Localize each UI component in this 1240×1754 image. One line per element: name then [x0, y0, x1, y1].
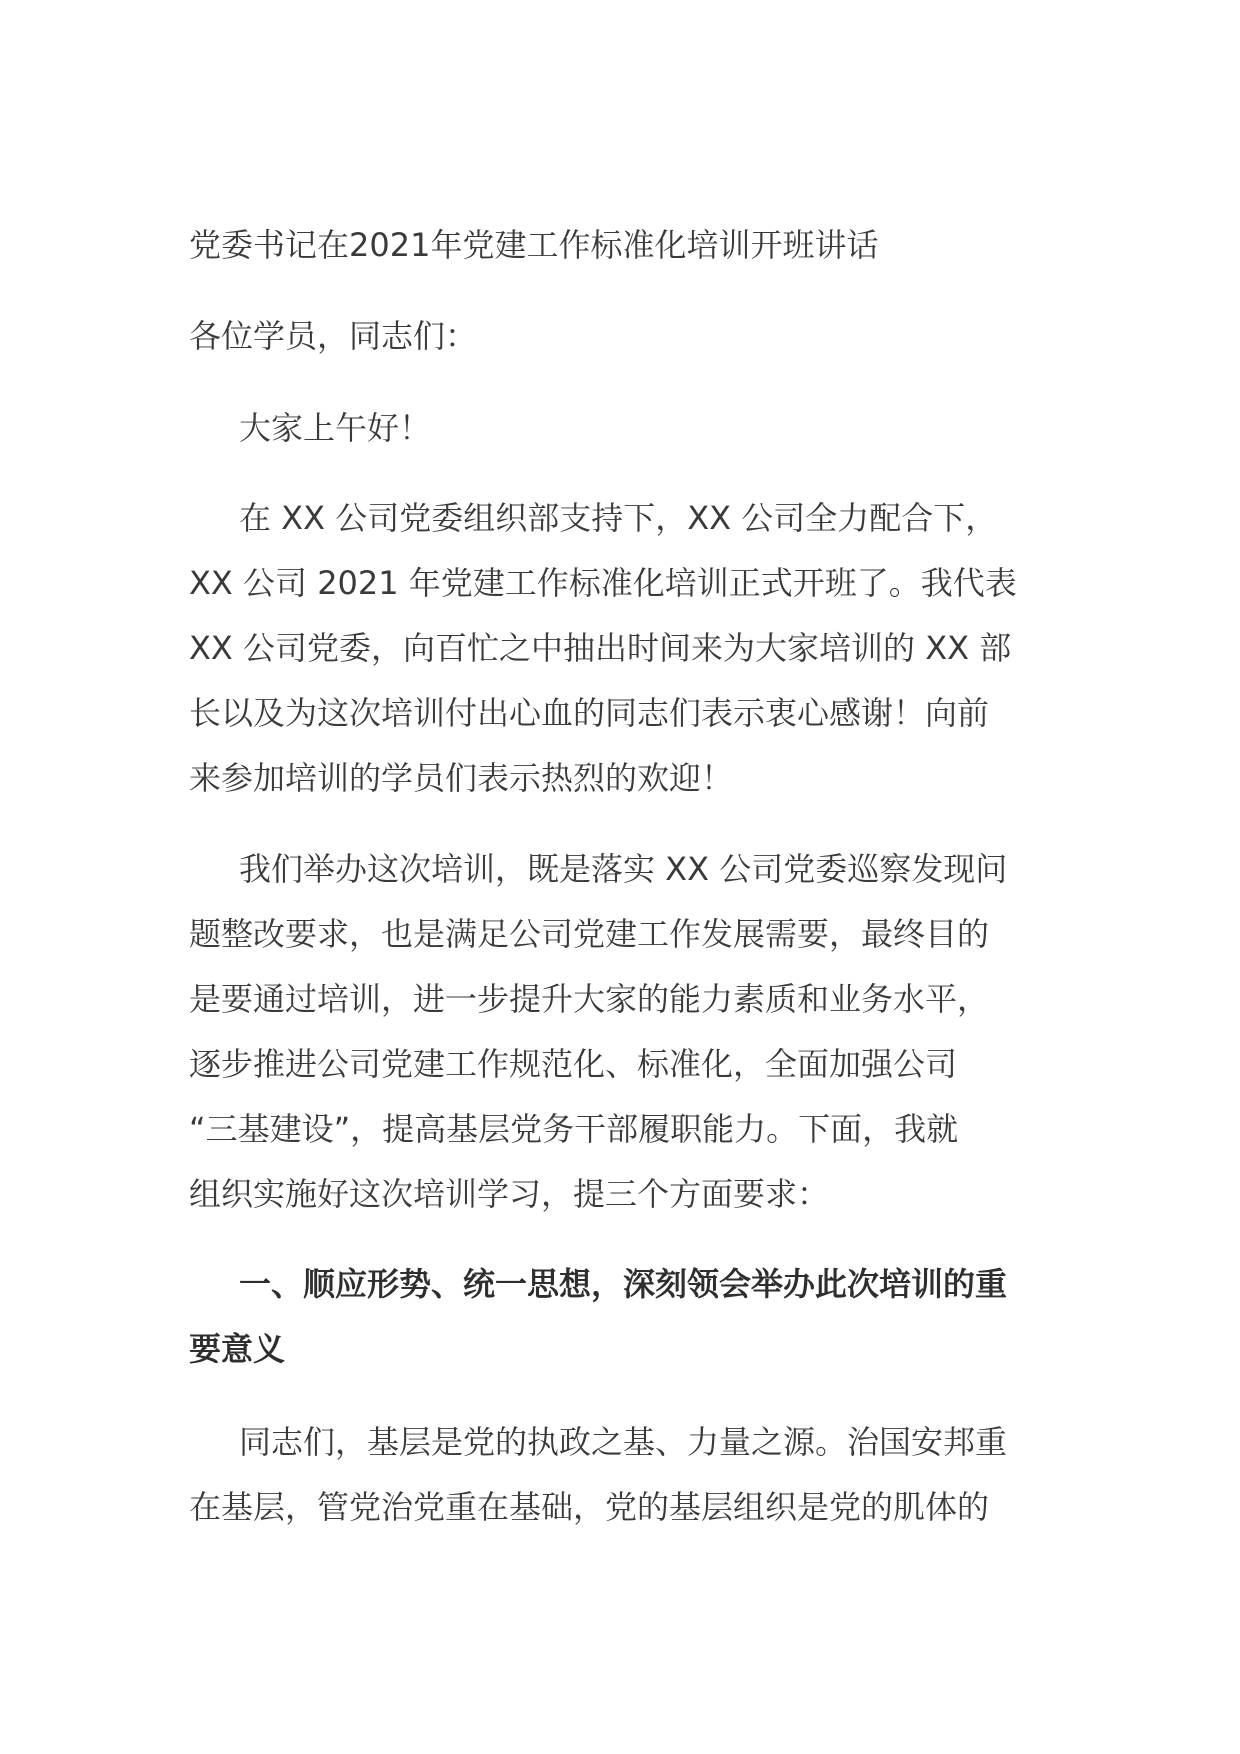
paragraph-line: 是要通过培训，进一步提升大家的能力素质和业务水平， — [189, 980, 990, 1018]
paragraph-line: “三基建设”，提高基层党务干部履职能力。下面，我就 — [189, 1110, 959, 1148]
title-text: 党委书记在2021年党建工作标准化培训开班讲话 — [189, 226, 879, 264]
paragraph-line: 我们举办这次培训，既是落实 XX 公司党委巡察发现问 — [239, 850, 1008, 888]
paragraph-line: 在 XX 公司党委组织部支持下，XX 公司全力配合下， — [239, 499, 998, 537]
paragraph-line: 同志们，基层是党的执政之基、力量之源。治国安邦重 — [239, 1423, 1008, 1461]
paragraph-line: 在基层，管党治党重在基础，党的基层组织是党的肌体的 — [189, 1488, 990, 1526]
document-title — [189, 213, 1089, 278]
paragraph-grassroots — [189, 1410, 1089, 1540]
paragraph-opening — [189, 486, 1089, 811]
paragraph-line: 来参加培训的学员们表示热烈的欢迎！ — [189, 759, 734, 797]
paragraph-line: 长以及为这次培训付出心血的同志们表示衷心感谢！向前 — [189, 694, 990, 732]
heading-line: 一、顺应形势、统一思想，深刻领会举办此次培训的重 — [239, 1265, 1008, 1303]
greeting-text: 大家上午好！ — [239, 409, 432, 447]
salutation — [189, 304, 1089, 369]
paragraph-line: XX 公司 2021 年党建工作标准化培训正式开班了。我代表 — [189, 564, 1017, 602]
salutation-text: 各位学员，同志们： — [189, 317, 478, 355]
paragraph-line: 组织实施好这次培训学习，提三个方面要求： — [189, 1175, 830, 1213]
heading-line: 要意义 — [189, 1330, 286, 1368]
section-heading-1 — [189, 1252, 1089, 1382]
paragraph-line: 题整改要求，也是满足公司党建工作发展需要，最终目的 — [189, 915, 990, 953]
greeting — [189, 396, 1089, 461]
paragraph-purpose — [189, 837, 1089, 1227]
paragraph-line: XX 公司党委，向百忙之中抽出时间来为大家培训的 XX 部 — [189, 629, 1012, 667]
paragraph-line: 逐步推进公司党建工作规范化、标准化，全面加强公司 — [189, 1045, 958, 1083]
